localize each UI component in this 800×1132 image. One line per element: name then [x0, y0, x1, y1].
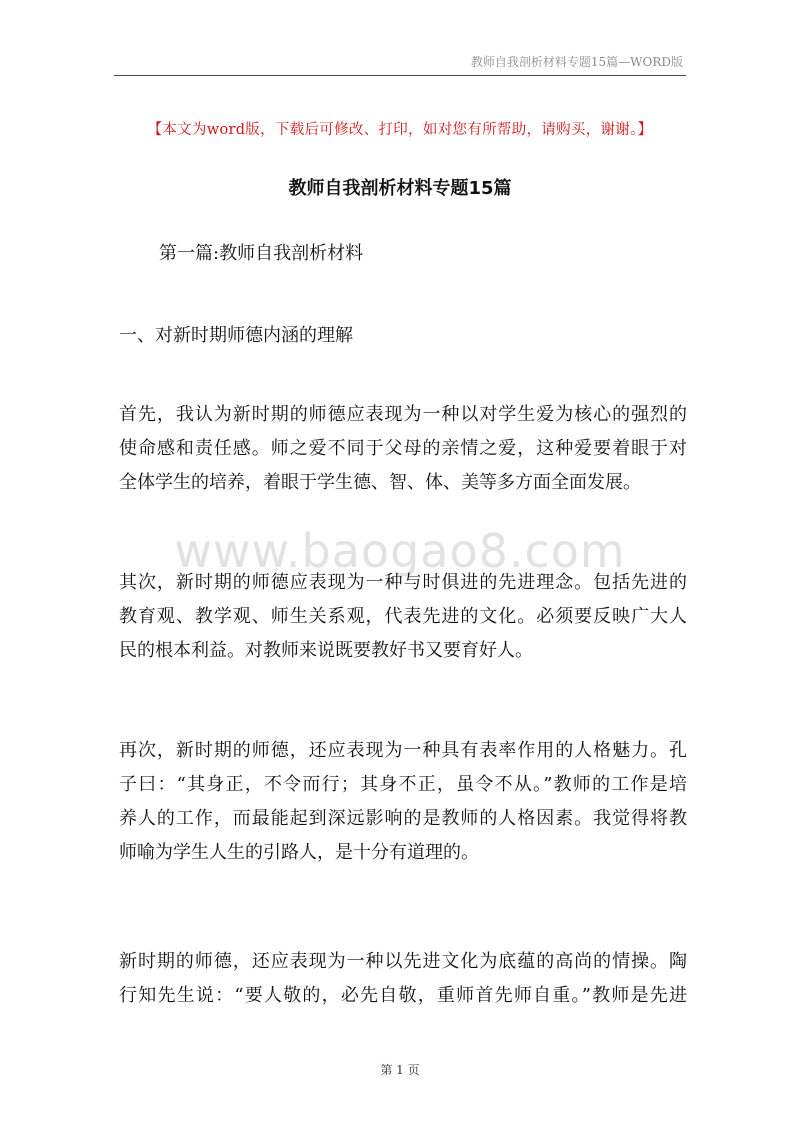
watermark: www.baogao8.com — [174, 524, 626, 578]
paragraph-line: 师喻为学生人生的引路人，是十分有道理的。 — [119, 842, 479, 863]
paragraph-line: 全体学生的培养，着眼于学生德、智、体、美等多方面全面发展。 — [119, 472, 641, 493]
paragraph-line: 其次，新时期的师德应表现为一种与时俱进的先进理念。包括先进的 — [119, 572, 687, 593]
page-number: 第 1 页 — [380, 1063, 420, 1077]
paragraph-line: 子曰：“其身正，不令而行；其身不正，虽令不从。”教师的工作是培 — [119, 774, 687, 795]
paragraph-3 — [119, 734, 687, 870]
paragraph-line: 再次，新时期的师德，还应表现为一种具有表率作用的人格魅力。孔 — [119, 740, 687, 761]
paragraph-line: 民的根本利益。对教师来说既要教好书又要育好人。 — [119, 640, 533, 661]
header-divider — [114, 75, 686, 76]
purchase-notice: 【本文为word版，下载后可修改、打印，如对您有所帮助，请购买，谢谢。】 — [147, 122, 653, 138]
chapter-heading: 第一篇:教师自我剖析材料 — [159, 243, 364, 264]
paragraph-line: 行知先生说：“要人敬的，必先自敬，重师首先师自重。”教师是先进 — [119, 985, 687, 1006]
paragraph-2 — [119, 566, 687, 668]
paragraph-line: 新时期的师德，还应表现为一种以先进文化为底蕴的高尚的情操。陶 — [119, 951, 687, 972]
paragraph-1 — [119, 398, 687, 500]
section-heading: 一、对新时期师德内涵的理解 — [119, 325, 353, 346]
running-header: 教师自我剖析材料专题15篇—WORD版 — [470, 55, 683, 69]
paragraph-4 — [119, 945, 687, 1013]
paragraph-line: 养人的工作，而最能起到深远影响的是教师的人格因素。我觉得将教 — [119, 808, 687, 829]
document-title: 教师自我剖析材料专题15篇 — [288, 178, 512, 199]
paragraph-line: 首先，我认为新时期的师德应表现为一种以对学生爱为核心的强烈的 — [119, 404, 687, 425]
paragraph-line: 使命感和责任感。师之爱不同于父母的亲情之爱，这种爱要着眼于对 — [119, 438, 687, 459]
paragraph-line: 教育观、教学观、师生关系观，代表先进的文化。必须要反映广大人 — [119, 606, 687, 627]
